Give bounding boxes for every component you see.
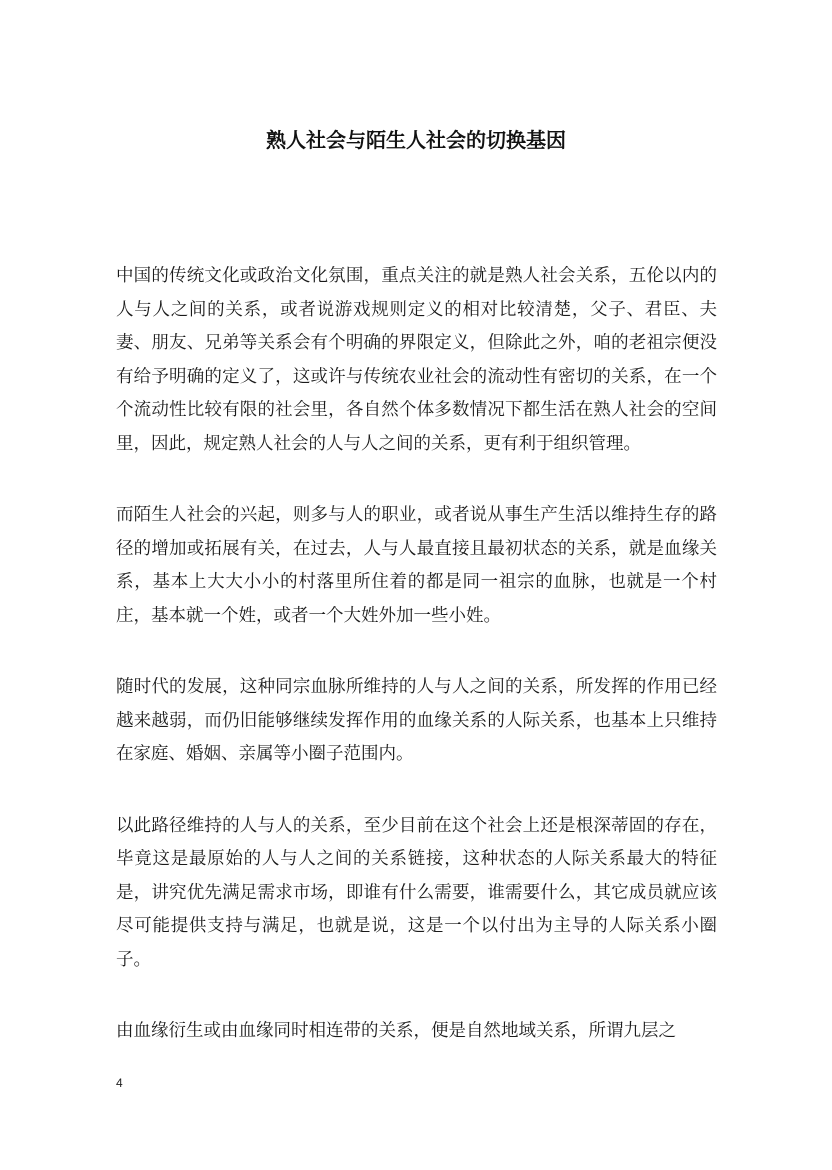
document-title: 熟人社会与陌生人社会的切换基因 [266,128,566,152]
document-body [116,260,717,1087]
paragraph-2: 而陌生人社会的兴起，则多与人的职业，或者说从事生产生活以维持生存的路径的增加或拓展有关，在过去，人与人最直接且最初状态的关系，就是血缘关系，基本上大大小小的村落里所住着的都是同一祖宗的血脉，也就是一个村庄，基本就一个姓，或者一个大姓外加一些小姓。 [116,505,717,626]
page-number: 4 [116,1076,123,1090]
paragraph-4: 以此路径维持的人与人的关系，至少目前在这个社会上还是根深蒂固的存在，毕竟这是最原始的人与人之间的关系链接，这种状态的人际关系最大的特征是，讲究优先满足需求市场，即谁有什么需要，谁需要什么，其它成员就应该尽可能提供支持与满足，也就是说，这是一个以付出为主导的人际关系小圈子。 [116,815,717,970]
paragraph-5: 由血缘衍生或由血缘同时相连带的关系，便是自然地域关系，所谓九层之 [116,1021,676,1041]
paragraph-3: 随时代的发展，这种同宗血脉所维持的人与人之间的关系，所发挥的作用已经越来越弱，而仍旧能够继续发挥作用的血缘关系的人际关系，也基本上只维持在家庭、婚姻、亲属等小圈子范围内。 [116,677,717,764]
paragraph-1: 中国的传统文化或政治文化氛围，重点关注的就是熟人社会关系，五伦以内的人与人之间的关系，或者说游戏规则定义的相对比较清楚，父子、君臣、夫妻、朋友、兄弟等关系会有个明确的界限定义，但除此之外，咱的老祖宗便没有给予明确的定义了，这或许与传统农业社会的流动性有密切的关系，在一个个流动性比较有限的社会里，各自然个体多数情况下都生活在熟人社会的空间里，因此，规定熟人社会的人与人之间的关系，更有利于组织管理。 [116,266,717,454]
